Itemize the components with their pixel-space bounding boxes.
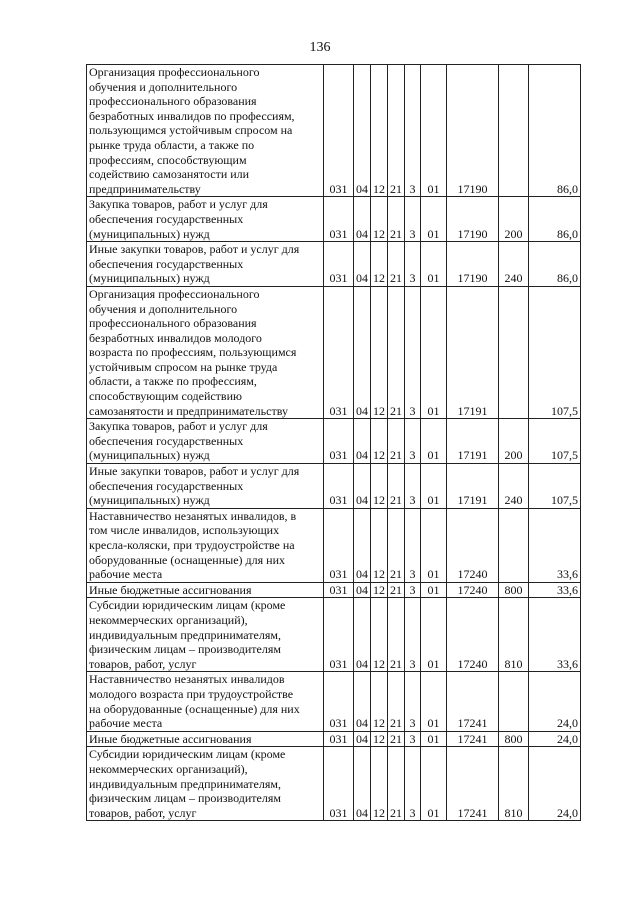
amount-cell: 33,6 — [529, 508, 581, 582]
expense-type-cell: 200 — [499, 197, 529, 242]
item-name-cell — [87, 242, 324, 287]
item-name-line: индивидуальным предпринимателям, — [89, 627, 281, 642]
direction-cell: 17191 — [447, 464, 499, 509]
page-number: 136 — [309, 40, 331, 55]
item-name-line: профессиям, способствующим — [89, 152, 247, 167]
item-name-cell — [87, 582, 324, 598]
item-name-line: Наставничество незанятых инвалидов, в — [89, 508, 297, 523]
item-name-line: (муниципальных) нужд — [89, 226, 210, 241]
program-cell: 21 — [388, 747, 405, 821]
direction-cell: 17190 — [447, 197, 499, 242]
section-cell: 04 — [354, 464, 371, 509]
item-name-line: физическим лицам – производителям — [89, 791, 281, 806]
subprogram-cell: 3 — [405, 598, 421, 672]
section-cell: 04 — [354, 672, 371, 731]
admin-code-cell: 031 — [324, 197, 354, 242]
admin-code-cell: 031 — [324, 65, 354, 197]
item-name-line: способствующим содействию — [89, 389, 242, 404]
admin-code-cell: 031 — [324, 672, 354, 731]
item-name-line: некоммерческих организаций), — [89, 612, 248, 627]
table-row — [87, 197, 581, 242]
subsection-cell: 12 — [371, 672, 388, 731]
item-name-cell — [87, 197, 324, 242]
admin-code-cell: 031 — [324, 242, 354, 287]
expense-type-cell: 800 — [499, 582, 529, 598]
item-name-cell — [87, 598, 324, 672]
admin-code-cell: 031 — [324, 286, 354, 418]
item-name-cell — [87, 464, 324, 509]
amount-cell: 107,5 — [529, 286, 581, 418]
item-name-line: рабочие места — [89, 567, 163, 582]
subprogram-cell: 3 — [405, 508, 421, 582]
program-cell: 21 — [388, 197, 405, 242]
admin-code-cell: 031 — [324, 731, 354, 747]
subprogram-cell: 3 — [405, 419, 421, 464]
table-body — [87, 65, 581, 821]
amount-cell: 33,6 — [529, 598, 581, 672]
item-name-line: (муниципальных) нужд — [89, 448, 210, 463]
item-name-line: профессионального образования — [89, 94, 257, 109]
item-name-line: некоммерческих организаций), — [89, 761, 248, 776]
item-name-cell — [87, 286, 324, 418]
amount-cell: 86,0 — [529, 242, 581, 287]
item-name-line: физическим лицам – производителям — [89, 642, 281, 657]
expense-type-cell: 810 — [499, 598, 529, 672]
expense-type-cell: 200 — [499, 419, 529, 464]
section-cell: 04 — [354, 731, 371, 747]
item-name-line: молодого возраста при трудоустройстве — [89, 686, 294, 701]
amount-cell: 86,0 — [529, 65, 581, 197]
table-row — [87, 65, 581, 197]
table-row — [87, 672, 581, 731]
admin-code-cell: 031 — [324, 419, 354, 464]
subsection-cell: 12 — [371, 419, 388, 464]
item-name-line: безработных инвалидов молодого — [89, 330, 262, 345]
amount-cell: 24,0 — [529, 747, 581, 821]
item-name-line: обеспечения государственных — [89, 256, 244, 271]
activity-cell: 01 — [421, 582, 447, 598]
subsection-cell: 12 — [371, 747, 388, 821]
item-name-line: пользующимся устойчивым спросом на — [89, 123, 293, 138]
table-row — [87, 242, 581, 287]
item-name-cell — [87, 508, 324, 582]
section-cell: 04 — [354, 242, 371, 287]
expense-type-cell — [499, 65, 529, 197]
item-name-line: том числе инвалидов, использующих — [89, 523, 280, 538]
admin-code-cell: 031 — [324, 598, 354, 672]
activity-cell: 01 — [421, 464, 447, 509]
direction-cell: 17191 — [447, 286, 499, 418]
item-name-line: Субсидии юридическим лицам (кроме — [89, 598, 286, 613]
item-name-line: Субсидии юридическим лицам (кроме — [89, 747, 286, 762]
item-name-cell — [87, 419, 324, 464]
item-name-line: содействию самозанятости или — [89, 167, 250, 182]
section-cell: 04 — [354, 419, 371, 464]
item-name-line: оборудованные (оснащенные) для них — [89, 552, 285, 567]
section-cell: 04 — [354, 598, 371, 672]
subsection-cell: 12 — [371, 598, 388, 672]
item-name-line: Наставничество незанятых инвалидов — [89, 672, 285, 687]
section-cell: 04 — [354, 286, 371, 418]
program-cell: 21 — [388, 508, 405, 582]
table-row — [87, 464, 581, 509]
subsection-cell: 12 — [371, 65, 388, 197]
activity-cell: 01 — [421, 242, 447, 287]
program-cell: 21 — [388, 65, 405, 197]
activity-cell: 01 — [421, 286, 447, 418]
activity-cell: 01 — [421, 598, 447, 672]
table-row — [87, 582, 581, 598]
section-cell: 04 — [354, 508, 371, 582]
item-name-line: Закупка товаров, работ и услуг для — [89, 197, 268, 212]
subsection-cell: 12 — [371, 286, 388, 418]
item-name-line: устойчивым спросом на рынке труда — [89, 359, 278, 374]
activity-cell: 01 — [421, 731, 447, 747]
subsection-cell: 12 — [371, 731, 388, 747]
subprogram-cell: 3 — [405, 731, 421, 747]
subprogram-cell: 3 — [405, 197, 421, 242]
expense-type-cell: 800 — [499, 731, 529, 747]
direction-cell: 17191 — [447, 419, 499, 464]
table-row — [87, 731, 581, 747]
item-name-line: безработных инвалидов по профессиям, — [89, 108, 295, 123]
subsection-cell: 12 — [371, 197, 388, 242]
activity-cell: 01 — [421, 419, 447, 464]
subprogram-cell: 3 — [405, 286, 421, 418]
item-name-line: обеспечения государственных — [89, 433, 244, 448]
direction-cell: 17240 — [447, 582, 499, 598]
item-name-line: области, а также по профессиям, — [89, 374, 257, 389]
amount-cell: 107,5 — [529, 464, 581, 509]
amount-cell: 24,0 — [529, 731, 581, 747]
direction-cell: 17241 — [447, 747, 499, 821]
program-cell: 21 — [388, 731, 405, 747]
direction-cell: 17190 — [447, 65, 499, 197]
item-name-line: Закупка товаров, работ и услуг для — [89, 419, 268, 434]
item-name-line: (муниципальных) нужд — [89, 271, 210, 286]
item-name-line: обеспечения государственных — [89, 478, 244, 493]
item-name-line: профессионального образования — [89, 316, 257, 331]
program-cell: 21 — [388, 242, 405, 287]
amount-cell: 86,0 — [529, 197, 581, 242]
activity-cell: 01 — [421, 672, 447, 731]
table-row — [87, 747, 581, 821]
expense-type-cell: 810 — [499, 747, 529, 821]
item-name-line: рабочие места — [89, 716, 163, 731]
item-name-line: рынке труда области, а также по — [89, 137, 255, 152]
amount-cell: 33,6 — [529, 582, 581, 598]
item-name-line: Иные закупки товаров, работ и услуг для — [89, 464, 300, 479]
subprogram-cell: 3 — [405, 242, 421, 287]
item-name-line: индивидуальным предпринимателям, — [89, 776, 281, 791]
section-cell: 04 — [354, 197, 371, 242]
subprogram-cell: 3 — [405, 672, 421, 731]
section-cell: 04 — [354, 582, 371, 598]
item-name-cell — [87, 672, 324, 731]
activity-cell: 01 — [421, 747, 447, 821]
item-name-line: кресла-коляски, при трудоустройстве на — [89, 538, 295, 552]
admin-code-cell: 031 — [324, 747, 354, 821]
expense-type-cell — [499, 672, 529, 731]
program-cell: 21 — [388, 582, 405, 598]
subsection-cell: 12 — [371, 582, 388, 598]
item-name-line: предпринимательству — [89, 181, 201, 196]
item-name-line: товаров, работ, услуг — [89, 656, 197, 671]
subprogram-cell: 3 — [405, 582, 421, 598]
expense-type-cell — [499, 286, 529, 418]
table-row — [87, 419, 581, 464]
item-name-line: возраста по профессиям, пользующимся — [89, 345, 297, 360]
item-name-line: обучения и дополнительного — [89, 79, 238, 94]
admin-code-cell: 031 — [324, 464, 354, 509]
subprogram-cell: 3 — [405, 747, 421, 821]
table-row — [87, 286, 581, 418]
program-cell: 21 — [388, 598, 405, 672]
program-cell: 21 — [388, 464, 405, 509]
item-name-cell — [87, 731, 324, 747]
item-name-line: Организация профессионального — [89, 286, 260, 301]
direction-cell: 17241 — [447, 672, 499, 731]
subsection-cell: 12 — [371, 242, 388, 287]
item-name-line: обучения и дополнительного — [89, 301, 238, 316]
item-name-line: Иные бюджетные ассигнования — [89, 731, 252, 746]
admin-code-cell: 031 — [324, 508, 354, 582]
amount-cell: 107,5 — [529, 419, 581, 464]
activity-cell: 01 — [421, 65, 447, 197]
section-cell: 04 — [354, 747, 371, 821]
expense-type-cell: 240 — [499, 242, 529, 287]
direction-cell: 17241 — [447, 731, 499, 747]
table-row — [87, 508, 581, 582]
subprogram-cell: 3 — [405, 65, 421, 197]
table-row — [87, 598, 581, 672]
subprogram-cell: 3 — [405, 464, 421, 509]
item-name-line: товаров, работ, услуг — [89, 805, 197, 820]
program-cell: 21 — [388, 286, 405, 418]
activity-cell: 01 — [421, 197, 447, 242]
expense-type-cell — [499, 508, 529, 582]
item-name-cell — [87, 65, 324, 197]
item-name-line: обеспечения государственных — [89, 211, 244, 226]
item-name-line: Иные бюджетные ассигнования — [89, 582, 252, 597]
item-name-line: Иные закупки товаров, работ и услуг для — [89, 242, 300, 257]
section-cell: 04 — [354, 65, 371, 197]
admin-code-cell: 031 — [324, 582, 354, 598]
activity-cell: 01 — [421, 508, 447, 582]
direction-cell: 17240 — [447, 598, 499, 672]
amount-cell: 24,0 — [529, 672, 581, 731]
budget-table — [86, 64, 581, 821]
item-name-line: на оборудованные (оснащенные) для них — [89, 701, 300, 716]
item-name-cell — [87, 747, 324, 821]
expense-type-cell: 240 — [499, 464, 529, 509]
item-name-line: (муниципальных) нужд — [89, 493, 210, 508]
item-name-line: Организация профессионального — [89, 65, 260, 79]
item-name-line: самозанятости и предпринимательству — [89, 403, 288, 418]
subsection-cell: 12 — [371, 464, 388, 509]
subsection-cell: 12 — [371, 508, 388, 582]
direction-cell: 17240 — [447, 508, 499, 582]
program-cell: 21 — [388, 672, 405, 731]
direction-cell: 17190 — [447, 242, 499, 287]
program-cell: 21 — [388, 419, 405, 464]
